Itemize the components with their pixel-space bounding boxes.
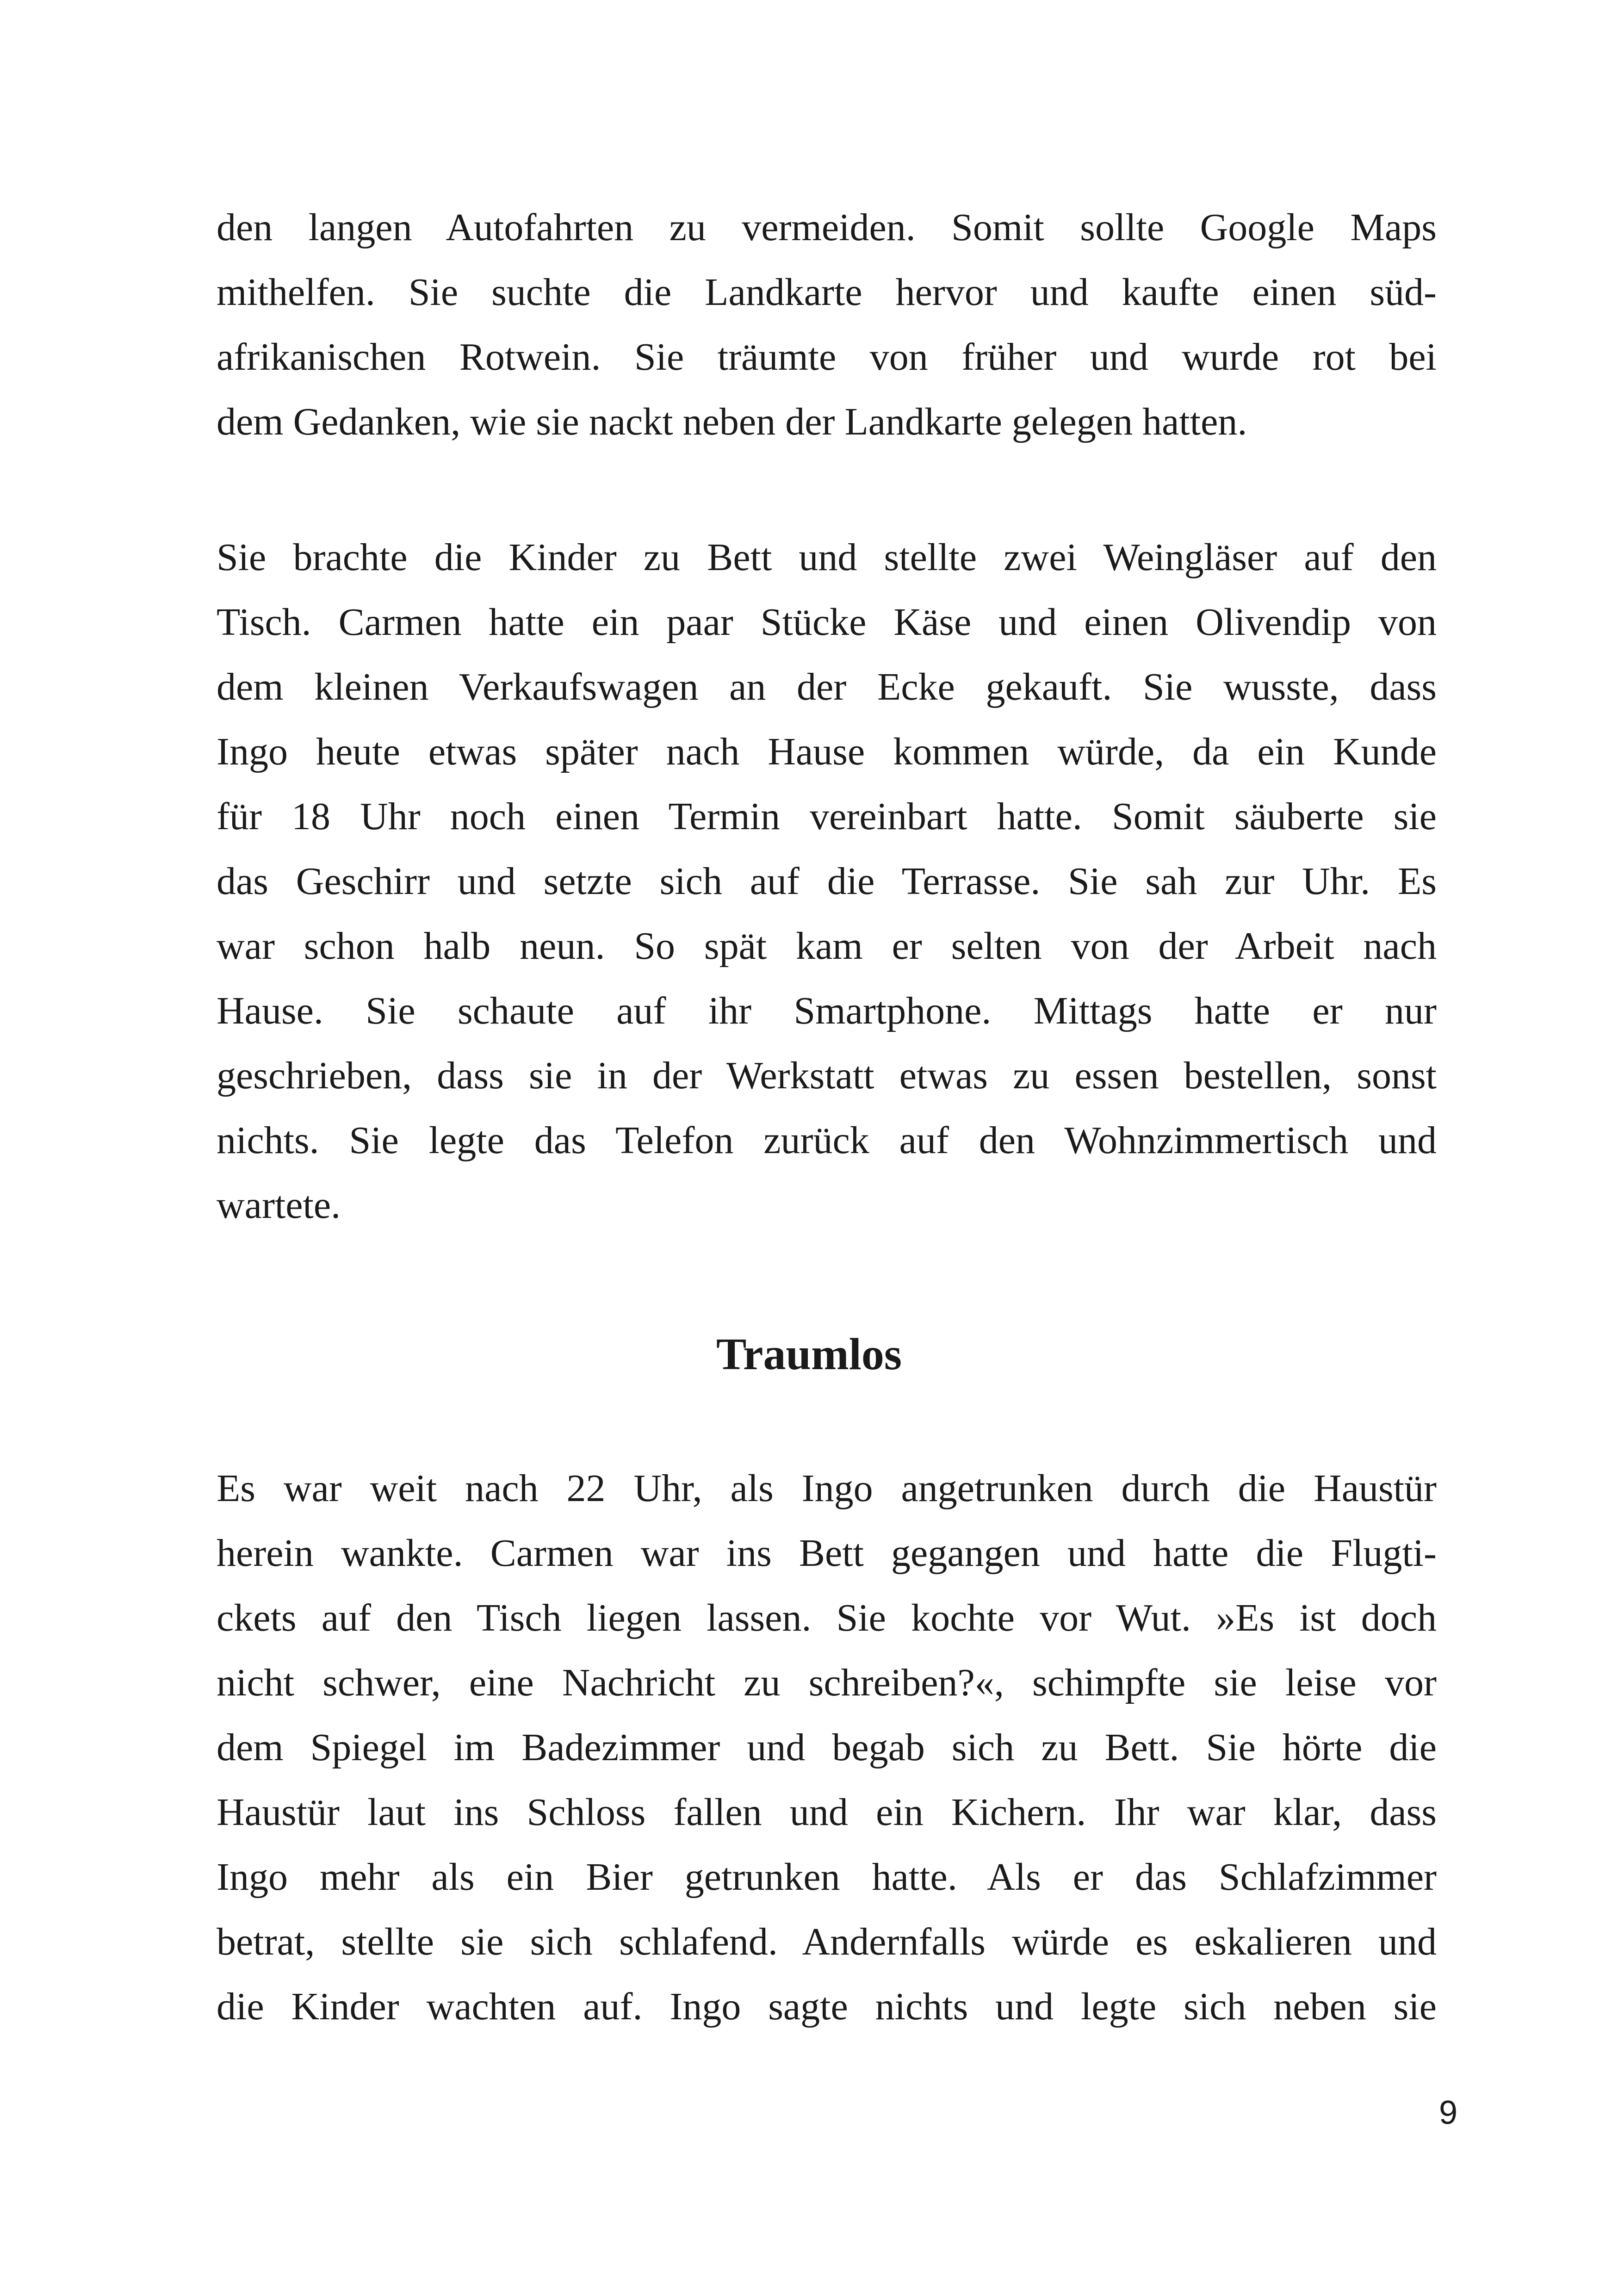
text-line: mithelfen. Sie suchte die Landkarte hervor und kaufte einen süd- [217, 271, 1437, 314]
text-line: dem Spiegel im Badezimmer und begab sich zu Bett. Sie hörte die [217, 1726, 1437, 1769]
text-line: Ingo heute etwas später nach Hause kommen würde, da ein Kunde [217, 730, 1437, 773]
text-line: den langen Autofahrten zu vermeiden. Somit sollte Google Maps [217, 206, 1437, 249]
text-line: Hause. Sie schaute auf ihr Smartphone. Mittags hatte er nur [217, 989, 1437, 1032]
text-line: Sie brachte die Kinder zu Bett und stellte zwei Weingläser auf den [217, 536, 1437, 579]
text-line: für 18 Uhr noch einen Termin vereinbart hatte. Somit säuberte sie [217, 795, 1437, 838]
text-line: herein wankte. Carmen war ins Bett gegangen und hatte die Flugti- [217, 1532, 1437, 1575]
text-line: nichts. Sie legte das Telefon zurück auf den Wohnzimmertisch und [217, 1119, 1437, 1162]
text-line: war schon halb neun. So spät kam er selten von der Arbeit nach [217, 925, 1437, 968]
text-line: dem Gedanken, wie sie nackt neben der Landkarte gelegen hatten. [217, 400, 1247, 443]
page-number: 9 [1438, 2094, 1457, 2131]
chapter-heading: Traumlos [716, 1329, 902, 1379]
text-line: betrat, stellte sie sich schlafend. Andernfalls würde es eskalieren und [217, 1920, 1437, 1963]
text-line: nicht schwer, eine Nachricht zu schreiben?«, schimpfte sie leise vor [217, 1661, 1437, 1704]
text-line: die Kinder wachten auf. Ingo sagte nichts und legte sich neben sie [217, 1985, 1437, 2028]
text-line: Es war weit nach 22 Uhr, als Ingo angetrunken durch die Haustür [217, 1467, 1437, 1510]
text-line: Ingo mehr als ein Bier getrunken hatte. Als er das Schlafzimmer [217, 1855, 1437, 1899]
text-line: afrikanischen Rotwein. Sie träumte von früher und wurde rot bei [217, 335, 1437, 379]
text-line: wartete. [217, 1184, 341, 1227]
text-line: Haustür laut ins Schloss fallen und ein Kichern. Ihr war klar, dass [217, 1791, 1437, 1834]
text-line: dem kleinen Verkaufswagen an der Ecke gekauft. Sie wusste, dass [217, 665, 1437, 708]
text-line: geschrieben, dass sie in der Werkstatt etwas zu essen bestellen, sonst [217, 1054, 1437, 1097]
text-line: ckets auf den Tisch liegen lassen. Sie kochte vor Wut. »Es ist doch [217, 1596, 1437, 1639]
text-line: Tisch. Carmen hatte ein paar Stücke Käse und einen Olivendip von [217, 601, 1437, 644]
text-line: das Geschirr und setzte sich auf die Terrasse. Sie sah zur Uhr. Es [217, 860, 1437, 903]
